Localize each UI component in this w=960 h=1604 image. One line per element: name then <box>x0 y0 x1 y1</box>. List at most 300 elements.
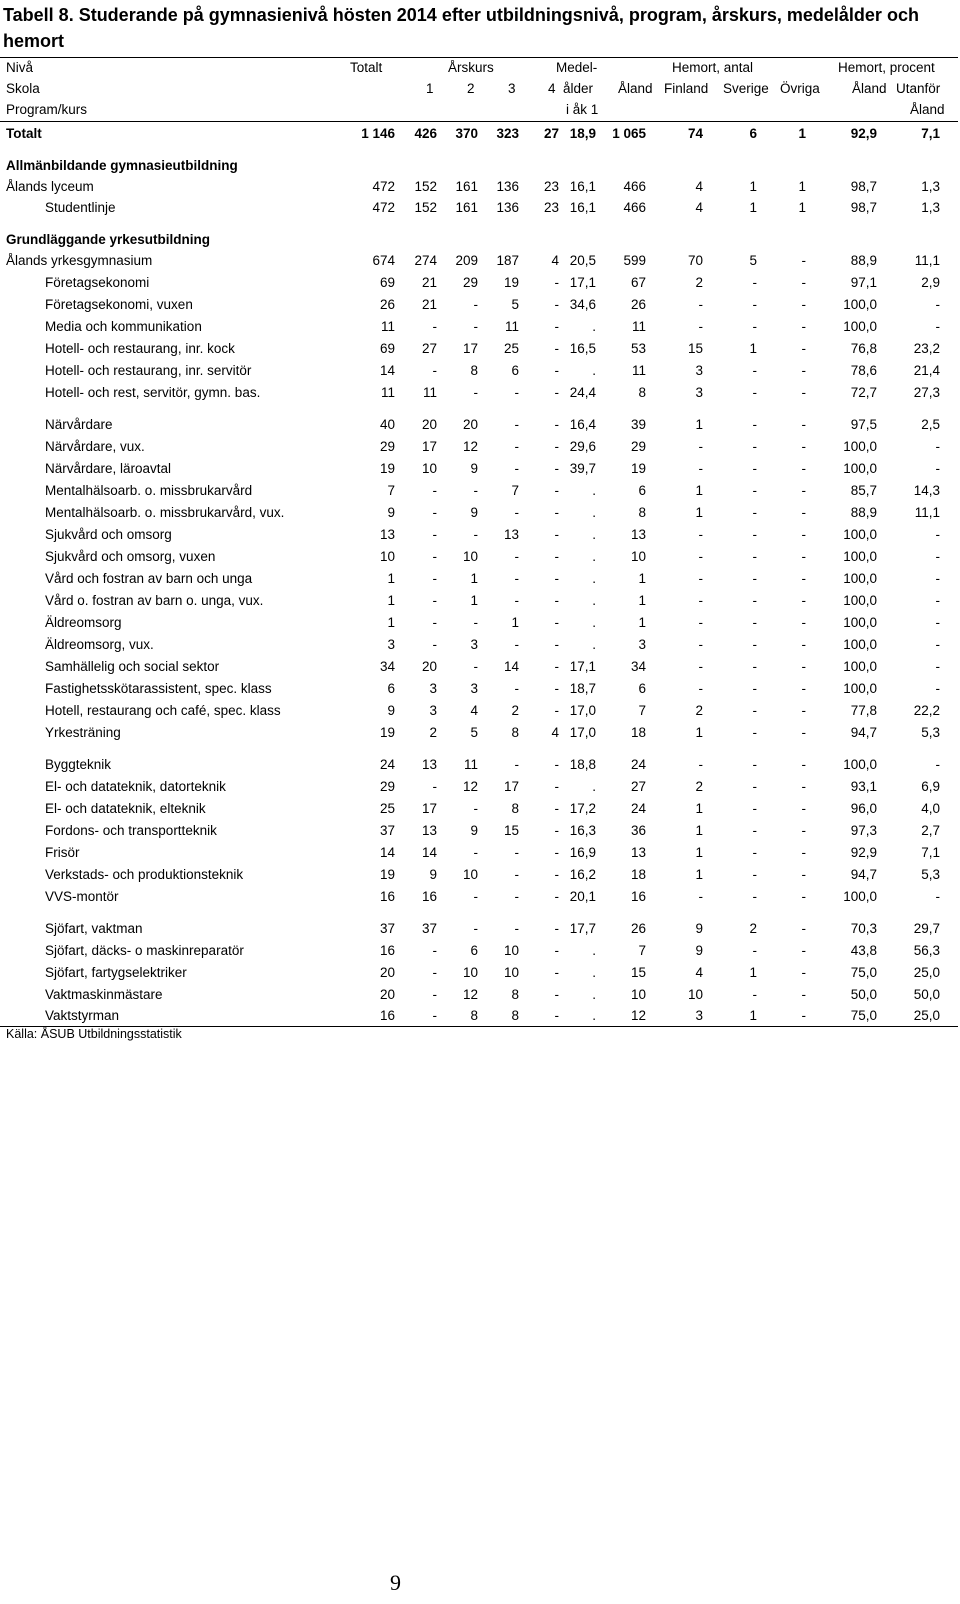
cell-col-3: - <box>473 297 478 312</box>
cell-col-6: 24,4 <box>569 385 596 400</box>
cell-col-10: - <box>801 483 806 498</box>
cell-col-2: - <box>432 779 437 794</box>
cell-col-6: . <box>592 505 596 520</box>
section-heading-yrkesutbildning <box>0 230 960 250</box>
cell-col-6: . <box>592 363 596 378</box>
cell-col-6: 18,8 <box>569 757 596 772</box>
cell-col-4: - <box>514 417 519 432</box>
cell-col-11: 77,8 <box>850 703 877 718</box>
cell-col-8: - <box>698 439 703 454</box>
cell-col-11: 88,9 <box>850 253 877 268</box>
cell-col-2: - <box>432 527 437 542</box>
cell-col-12: 11,1 <box>914 505 940 520</box>
cell-col-5: - <box>554 527 559 542</box>
row-label: Sjöfart, fartygselektriker <box>45 965 187 980</box>
cell-col-11: 100,0 <box>843 681 877 696</box>
cell-col-1: 14 <box>379 845 395 860</box>
cell-col-10: - <box>801 549 806 564</box>
cell-col-7: 26 <box>630 297 646 312</box>
cell-col-10: - <box>801 965 806 980</box>
cell-col-2: 20 <box>421 417 437 432</box>
cell-col-1: 19 <box>379 461 395 476</box>
header-row-2 <box>0 79 960 99</box>
cell-col-7: 15 <box>630 965 646 980</box>
cell-col-7: 3 <box>638 637 646 652</box>
cell-col-9: - <box>752 681 757 696</box>
row-label: Ålands lyceum <box>6 179 94 194</box>
cell-col-10: 1 <box>798 126 806 141</box>
cell-col-11: 98,7 <box>850 179 877 194</box>
cell-col-11: 72,7 <box>850 385 877 400</box>
row-label: Verkstads- och produktionsteknik <box>45 867 244 882</box>
row-label: Vård o. fostran av barn o. unga, vux. <box>45 593 264 608</box>
header-medel: Medel- <box>556 60 598 75</box>
row-label: El- och datateknik, elteknik <box>45 801 206 816</box>
cell-col-11: 100,0 <box>843 757 877 772</box>
cell-col-11: 88,9 <box>850 505 877 520</box>
cell-col-10: - <box>801 757 806 772</box>
row-label: Hotell- och restaurang, inr. kock <box>45 341 235 356</box>
cell-col-8: 1 <box>695 483 703 498</box>
cell-col-5: - <box>554 889 559 904</box>
cell-col-6: 16,2 <box>569 867 596 882</box>
cell-col-5: - <box>554 275 559 290</box>
cell-col-11: 100,0 <box>843 637 877 652</box>
header-procent-aland: Åland <box>852 81 887 96</box>
cell-col-10: - <box>801 505 806 520</box>
cell-col-1: 40 <box>379 417 395 432</box>
cell-col-7: 18 <box>630 725 646 740</box>
cell-col-8: 3 <box>695 1008 703 1023</box>
cell-col-3: 10 <box>462 549 478 564</box>
cell-col-7: 10 <box>630 549 646 564</box>
header-totalt: Totalt <box>350 60 383 75</box>
cell-col-3: - <box>473 385 478 400</box>
cell-col-9: - <box>752 571 757 586</box>
table-row <box>0 459 960 479</box>
cell-col-9: - <box>752 275 757 290</box>
cell-col-12: - <box>935 527 940 542</box>
cell-col-5: - <box>554 943 559 958</box>
cell-col-5: - <box>554 593 559 608</box>
cell-col-1: 29 <box>379 439 395 454</box>
cell-col-5: - <box>554 637 559 652</box>
row-label: Sjukvård och omsorg <box>45 527 172 542</box>
cell-col-10: - <box>801 889 806 904</box>
cell-col-1: 20 <box>379 965 395 980</box>
table-row <box>0 437 960 457</box>
cell-col-9: - <box>752 703 757 718</box>
cell-col-10: - <box>801 615 806 630</box>
cell-col-7: 1 065 <box>612 126 646 141</box>
header-sverige: Sverige <box>723 81 769 96</box>
cell-col-9: - <box>752 615 757 630</box>
cell-col-8: - <box>698 549 703 564</box>
cell-col-2: 21 <box>421 297 437 312</box>
cell-col-10: - <box>801 527 806 542</box>
cell-col-7: 1 <box>638 571 646 586</box>
table-row <box>0 777 960 797</box>
cell-col-4: 11 <box>504 319 519 334</box>
cell-col-3: - <box>473 659 478 674</box>
cell-col-2: 2 <box>429 725 437 740</box>
table-row <box>0 755 960 775</box>
cell-col-9: - <box>752 889 757 904</box>
cell-col-1: 16 <box>379 1008 395 1023</box>
cell-col-1: 16 <box>379 889 395 904</box>
cell-col-8: 2 <box>695 275 703 290</box>
cell-col-2: 37 <box>421 921 437 936</box>
cell-col-9: - <box>752 943 757 958</box>
header-ak2: 2 <box>467 81 475 96</box>
cell-col-2: 17 <box>421 801 437 816</box>
cell-col-6: . <box>592 965 596 980</box>
cell-col-8: 1 <box>695 867 703 882</box>
cell-col-1: 674 <box>372 253 395 268</box>
table-row <box>0 723 960 743</box>
header-procent-aland-2: Åland <box>910 102 945 117</box>
cell-col-10: - <box>801 1008 806 1023</box>
cell-col-3: 3 <box>470 681 478 696</box>
cell-col-10: - <box>801 987 806 1002</box>
cell-col-4: 7 <box>511 483 519 498</box>
cell-col-10: - <box>801 593 806 608</box>
cell-col-5: - <box>554 779 559 794</box>
table-row <box>0 985 960 1005</box>
cell-col-6: 17,1 <box>569 659 596 674</box>
row-label: Vaktstyrman <box>45 1008 120 1023</box>
cell-col-4: 14 <box>503 659 519 674</box>
cell-col-11: 100,0 <box>843 297 877 312</box>
table-row <box>0 919 960 939</box>
cell-col-12: - <box>935 439 940 454</box>
cell-col-1: 11 <box>380 319 395 334</box>
table-row <box>0 613 960 633</box>
cell-col-7: 13 <box>630 845 646 860</box>
cell-col-2: - <box>432 615 437 630</box>
cell-col-6: . <box>592 615 596 630</box>
cell-col-3: 9 <box>470 823 478 838</box>
cell-col-9: - <box>752 527 757 542</box>
cell-col-3: 20 <box>462 417 478 432</box>
cell-col-3: - <box>473 527 478 542</box>
cell-col-9: - <box>752 637 757 652</box>
cell-col-11: 100,0 <box>843 593 877 608</box>
table-row <box>0 361 960 381</box>
cell-col-11: 85,7 <box>850 483 877 498</box>
row-label: Vård och fostran av barn och unga <box>45 571 253 586</box>
table-row <box>0 251 960 271</box>
cell-col-8: 2 <box>695 779 703 794</box>
cell-col-5: - <box>554 461 559 476</box>
header-finland: Finland <box>664 81 709 96</box>
row-label: VVS-montör <box>45 889 119 904</box>
cell-col-4: 136 <box>496 179 519 194</box>
cell-col-12: 2,5 <box>921 417 940 432</box>
row-label: Företagsekonomi, vuxen <box>45 297 193 312</box>
cell-col-11: 92,9 <box>850 845 877 860</box>
cell-col-4: 10 <box>503 943 519 958</box>
row-label: Sjöfart, däcks- o maskinreparatör <box>45 943 244 958</box>
row-label: Yrkesträning <box>45 725 121 740</box>
cell-col-2: 152 <box>414 200 437 215</box>
cell-col-12: 2,7 <box>921 823 940 838</box>
table-row <box>0 679 960 699</box>
cell-col-2: - <box>432 637 437 652</box>
cell-col-1: 1 <box>387 593 395 608</box>
cell-col-3: 209 <box>455 253 478 268</box>
cell-col-10: - <box>801 943 806 958</box>
cell-col-5: - <box>554 505 559 520</box>
cell-col-9: - <box>752 659 757 674</box>
cell-col-7: 466 <box>623 179 646 194</box>
cell-col-11: 100,0 <box>843 615 877 630</box>
cell-col-9: - <box>752 439 757 454</box>
row-label: Sjöfart, vaktman <box>45 921 143 936</box>
cell-col-3: 8 <box>470 363 478 378</box>
header-i-ak1: i åk 1 <box>566 102 599 117</box>
cell-col-3: 5 <box>470 725 478 740</box>
cell-col-11: 50,0 <box>850 987 877 1002</box>
cell-col-6: 16,5 <box>569 341 596 356</box>
cell-col-12: - <box>935 637 940 652</box>
cell-col-9: - <box>752 725 757 740</box>
cell-col-7: 466 <box>623 200 646 215</box>
cell-col-2: - <box>432 319 437 334</box>
cell-col-5: - <box>554 987 559 1002</box>
cell-col-12: 21,4 <box>913 363 940 378</box>
cell-col-6: 17,2 <box>569 801 596 816</box>
cell-col-9: - <box>752 417 757 432</box>
cell-col-2: 17 <box>421 439 437 454</box>
cell-col-6: . <box>592 593 596 608</box>
cell-col-8: - <box>698 681 703 696</box>
cell-col-7: 599 <box>623 253 646 268</box>
cell-col-9: 6 <box>749 126 757 141</box>
cell-col-12: 56,3 <box>913 943 940 958</box>
header-niva: Nivå <box>6 60 34 75</box>
cell-col-11: 97,3 <box>850 823 877 838</box>
cell-col-4: 8 <box>511 1008 519 1023</box>
cell-col-7: 24 <box>630 757 646 772</box>
cell-col-8: - <box>698 527 703 542</box>
cell-col-4: - <box>514 385 519 400</box>
table-row <box>0 963 960 983</box>
cell-col-3: 12 <box>462 439 478 454</box>
header-hemort-procent: Hemort, procent <box>838 60 935 75</box>
cell-col-7: 8 <box>638 505 646 520</box>
cell-col-5: 4 <box>551 253 559 268</box>
cell-col-3: 29 <box>462 275 478 290</box>
cell-col-7: 18 <box>630 867 646 882</box>
cell-col-12: 50,0 <box>913 987 940 1002</box>
cell-col-6: 17,0 <box>569 725 596 740</box>
cell-col-8: 1 <box>695 845 703 860</box>
header-program: Program/kurs <box>6 102 88 117</box>
cell-col-10: - <box>801 417 806 432</box>
cell-col-1: 25 <box>379 801 395 816</box>
table-row <box>0 799 960 819</box>
cell-col-11: 97,1 <box>850 275 877 290</box>
cell-col-10: - <box>801 845 806 860</box>
cell-col-10: - <box>801 341 806 356</box>
cell-col-8: 1 <box>695 801 703 816</box>
cell-col-5: - <box>554 965 559 980</box>
row-label: Fastighetsskötarassistent, spec. klass <box>45 681 272 696</box>
cell-col-3: 3 <box>470 637 478 652</box>
cell-col-2: 16 <box>421 889 437 904</box>
cell-col-7: 34 <box>630 659 646 674</box>
row-label: Ålands yrkesgymnasium <box>6 253 153 268</box>
cell-col-7: 26 <box>630 921 646 936</box>
cell-col-1: 69 <box>379 341 395 356</box>
cell-col-3: 10 <box>462 867 478 882</box>
cell-col-12: - <box>935 571 940 586</box>
cell-col-6: 34,6 <box>569 297 596 312</box>
cell-col-6: 18,7 <box>569 681 596 696</box>
cell-col-2: 21 <box>421 275 437 290</box>
cell-col-3: - <box>473 921 478 936</box>
cell-col-5: - <box>554 867 559 882</box>
cell-col-5: - <box>554 341 559 356</box>
cell-col-2: 13 <box>421 757 437 772</box>
cell-col-3: 1 <box>470 593 478 608</box>
cell-col-1: 24 <box>379 757 395 772</box>
cell-col-7: 36 <box>630 823 646 838</box>
cell-col-10: - <box>801 779 806 794</box>
row-label: Hotell- och restaurang, inr. servitör <box>45 363 252 378</box>
cell-col-7: 7 <box>638 703 646 718</box>
cell-col-9: - <box>752 549 757 564</box>
cell-col-9: - <box>752 461 757 476</box>
table-row <box>0 821 960 841</box>
table-row <box>0 339 960 359</box>
cell-col-10: - <box>801 801 806 816</box>
cell-col-8: - <box>698 593 703 608</box>
cell-col-12: 2,9 <box>921 275 940 290</box>
cell-col-9: - <box>752 297 757 312</box>
table-row <box>0 843 960 863</box>
cell-col-3: 17 <box>462 341 478 356</box>
cell-col-12: - <box>935 593 940 608</box>
header-row-3 <box>0 100 960 120</box>
table-row <box>0 635 960 655</box>
cell-col-2: 274 <box>414 253 437 268</box>
cell-col-6: . <box>592 527 596 542</box>
cell-col-4: 25 <box>503 341 519 356</box>
cell-col-9: 2 <box>749 921 757 936</box>
cell-col-3: 4 <box>470 703 478 718</box>
header-utanfor: Utanför <box>896 81 941 96</box>
cell-col-11: 100,0 <box>843 571 877 586</box>
cell-col-5: - <box>554 417 559 432</box>
cell-col-10: - <box>801 297 806 312</box>
cell-col-12: - <box>935 549 940 564</box>
cell-col-7: 11 <box>631 363 646 378</box>
cell-col-7: 19 <box>630 461 646 476</box>
cell-col-6: 20,5 <box>569 253 596 268</box>
cell-col-2: - <box>432 987 437 1002</box>
cell-col-5: - <box>554 801 559 816</box>
cell-col-4: 10 <box>503 965 519 980</box>
cell-col-3: 12 <box>462 987 478 1002</box>
cell-col-11: 70,3 <box>850 921 877 936</box>
cell-col-6: 17,0 <box>569 703 596 718</box>
cell-col-12: - <box>935 681 940 696</box>
cell-col-8: 4 <box>695 965 703 980</box>
cell-col-6: 16,1 <box>569 200 596 215</box>
cell-col-8: 1 <box>695 725 703 740</box>
cell-col-7: 24 <box>630 801 646 816</box>
cell-col-2: - <box>432 571 437 586</box>
cell-col-7: 29 <box>630 439 646 454</box>
cell-col-2: - <box>432 363 437 378</box>
cell-col-3: 370 <box>455 126 478 141</box>
cell-col-5: - <box>554 319 559 334</box>
cell-col-6: 16,1 <box>569 179 596 194</box>
row-label: Sjukvård och omsorg, vuxen <box>45 549 216 564</box>
cell-col-11: 100,0 <box>843 319 877 334</box>
cell-col-12: - <box>935 615 940 630</box>
row-label: Totalt <box>6 126 42 141</box>
cell-col-1: 1 146 <box>361 126 395 141</box>
cell-col-6: . <box>592 943 596 958</box>
row-label: Mentalhälsoarb. o. missbrukarvård <box>45 483 253 498</box>
cell-col-4: 17 <box>503 779 519 794</box>
cell-col-11: 78,6 <box>850 363 877 378</box>
cell-col-4: 136 <box>496 200 519 215</box>
cell-col-12: - <box>935 319 940 334</box>
cell-col-7: 1 <box>638 615 646 630</box>
cell-col-12: 5,3 <box>921 725 940 740</box>
cell-col-2: - <box>432 965 437 980</box>
cell-col-5: - <box>554 615 559 630</box>
cell-col-3: 10 <box>462 965 478 980</box>
total-row <box>0 124 960 144</box>
row-label: Mentalhälsoarb. o. missbrukarvård, vux. <box>45 505 285 520</box>
cell-col-3: - <box>473 615 478 630</box>
cell-col-11: 94,7 <box>850 725 877 740</box>
cell-col-12: 5,3 <box>921 867 940 882</box>
cell-col-1: 472 <box>372 179 395 194</box>
cell-col-5: - <box>554 1008 559 1023</box>
cell-col-11: 75,0 <box>850 1008 877 1023</box>
row-label: Fordons- och transportteknik <box>45 823 217 838</box>
cell-col-6: 18,9 <box>569 126 596 141</box>
table-row <box>0 591 960 611</box>
row-label: Närvårdare <box>45 417 113 432</box>
cell-col-3: 9 <box>470 461 478 476</box>
cell-col-9: - <box>752 987 757 1002</box>
cell-col-11: 100,0 <box>843 527 877 542</box>
cell-col-6: 16,4 <box>569 417 596 432</box>
cell-col-11: 100,0 <box>843 439 877 454</box>
header-bottom-rule <box>0 121 958 122</box>
cell-col-10: - <box>801 571 806 586</box>
cell-col-9: - <box>752 593 757 608</box>
cell-col-8: 74 <box>687 126 703 141</box>
table-row <box>0 569 960 589</box>
cell-col-2: 152 <box>414 179 437 194</box>
cell-col-3: 6 <box>470 943 478 958</box>
table-row <box>0 198 960 218</box>
cell-col-2: - <box>432 483 437 498</box>
cell-col-12: 25,0 <box>913 1008 940 1023</box>
section-heading-label: Allmänbildande gymnasieutbildning <box>6 158 238 173</box>
cell-col-8: - <box>698 461 703 476</box>
cell-col-2: 27 <box>421 341 437 356</box>
header-ovriga: Övriga <box>780 81 820 96</box>
